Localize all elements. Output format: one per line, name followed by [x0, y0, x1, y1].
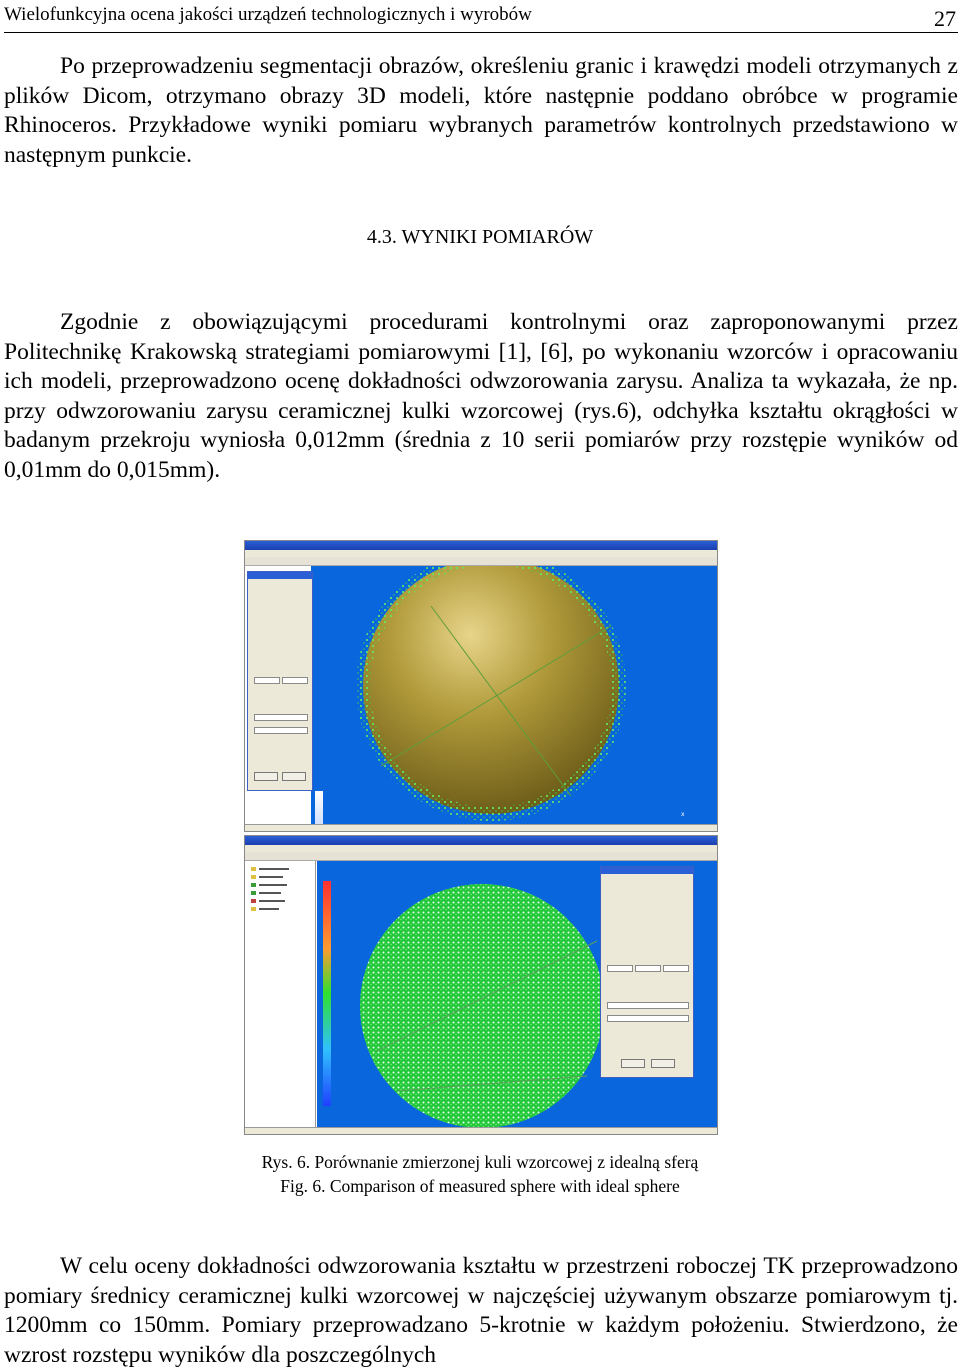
- figure-6: [244, 540, 716, 1133]
- best-shape-dialog: [247, 571, 313, 791]
- paragraph-results: Zgodnie z obowiązującymi procedurami kontrolnymi oraz zaproponowanymi przez Politechnikę Krakowską strategiami pomiarowymi [1], [6], po wykonaniu wzorców i opracowaniu ich modeli, przeprowadzono ocenę dokładności odwzorowania zarysu. Analiza ta wykazała, że np. przy odwzorowaniu zarysu ceramicznej kulki wzorcowej (rys.6), odchyłka kształtu okrągłości w badanym przekroju wyniosła 0,012mm (średnia z 10 serii pomiarów przy rozstępie wyników od 0,01mm do 0,015mm).: [4, 309, 958, 483]
- window-titlebar: [245, 541, 717, 550]
- dialog-ok-button[interactable]: [621, 1059, 645, 1068]
- dialog-cancel-button[interactable]: [282, 772, 306, 781]
- window-titlebar: [245, 836, 717, 845]
- running-header: [4, 2, 958, 33]
- status-bar: [245, 824, 717, 831]
- menu-bar: [245, 550, 717, 557]
- toolbar: [245, 557, 717, 566]
- paragraph-intro: Po przeprowadzeniu segmentacji obrazów, określeniu granic i krawędzi modeli otrzymanych z plików Dicom, otrzymano obrazy 3D modeli, które następnie poddano obróbce w programie Rhinoceros. Przykładowe wyniki pomiaru wybranych parametrów kontrolnych przedstawiono w następnym punkcie.: [4, 53, 958, 168]
- dialog-ok-button[interactable]: [254, 772, 278, 781]
- color-scale-top: [315, 791, 323, 825]
- color-scale-bottom: [323, 881, 331, 1106]
- object-tree-panel: [245, 861, 316, 1128]
- dialog-titlebar: [248, 572, 312, 579]
- paragraph-measurement: W celu oceny dokładności odwzorowania kształtu w przestrzeni roboczej TK przeprowadzono pomiary średnicy ceramicznej kulki wzorcowej w najczęściej używanym obszarze pomiarowym tj. 1200mm co 150mm. Pomiary przeprowadzano 5-krotnie w każdym położeniu. Stwierdzono, że wzrost rozstępu wyników dla poszczególnych: [4, 1253, 958, 1368]
- running-title: Wielofunkcyjna ocena jakości urządzeń technologicznych i wyrobów: [4, 4, 532, 25]
- figure-caption-pl: Rys. 6. Porównanie zmierzonej kuli wzorcowej z idealną sferą: [261, 1152, 699, 1172]
- svg-text:x: x: [681, 811, 685, 818]
- page-number: 27: [934, 6, 956, 31]
- screenshot-bottom: [244, 835, 718, 1135]
- dialog-titlebar: [601, 867, 693, 874]
- status-bar: [245, 1127, 717, 1134]
- deviation-sphere: [360, 884, 604, 1128]
- screenshot-top: [244, 540, 718, 832]
- best-shape-dialog: [600, 866, 694, 1078]
- figure-caption-en: Fig. 6. Comparison of measured sphere with ideal sphere: [280, 1176, 680, 1196]
- 3d-viewport: [311, 566, 717, 824]
- section-heading: 4.3. WYNIKI POMIARÓW: [366, 226, 594, 248]
- dialog-cancel-button[interactable]: [651, 1059, 675, 1068]
- sphere-render-top: [311, 566, 717, 824]
- menu-bar: [245, 845, 717, 852]
- toolbar: [245, 852, 717, 861]
